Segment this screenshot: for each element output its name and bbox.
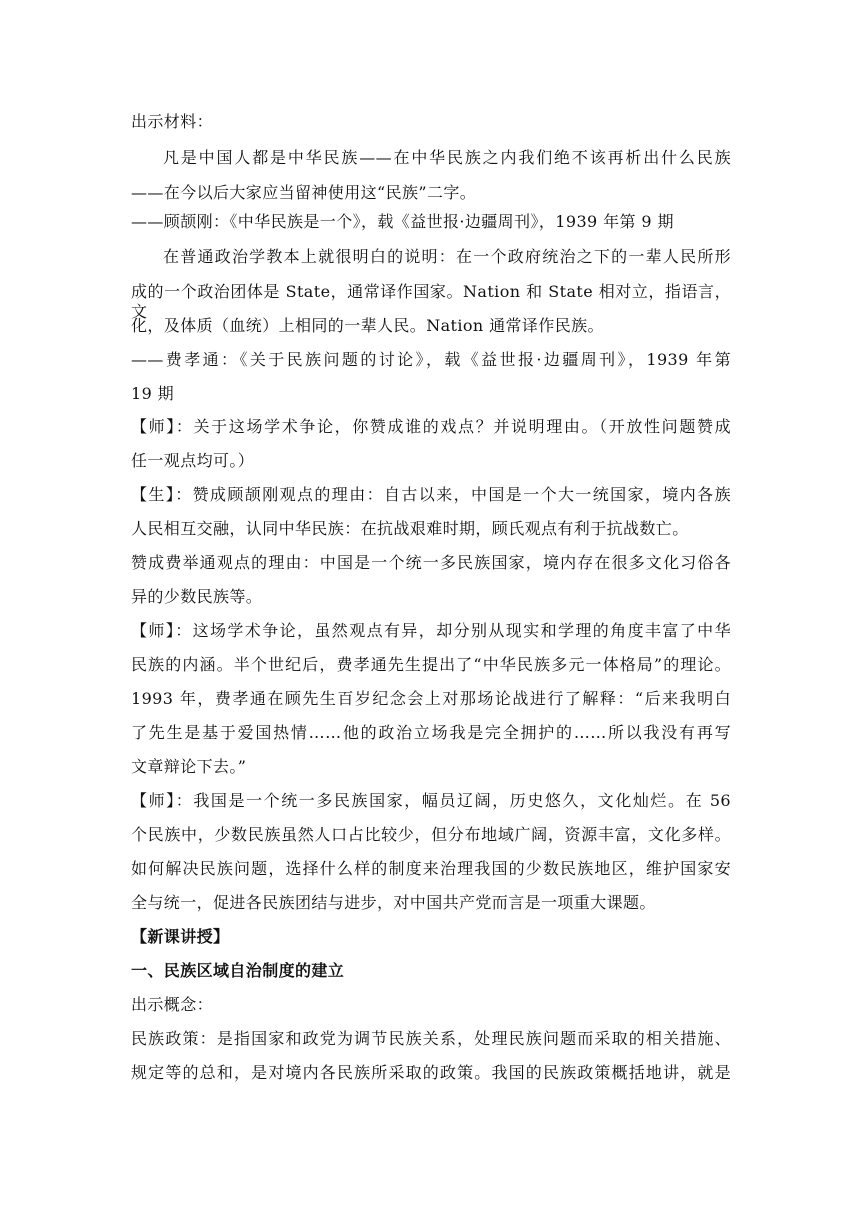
quote-fei-source-line-2: 19 期 (131, 384, 175, 403)
teacher-comment-line-3: 1993 年，费孝通在顾先生百岁纪念会上对那场论战进行了解释：“后来我明白 (131, 689, 731, 708)
section-heading-new-lesson: 【新课讲授】 (131, 927, 230, 946)
quote-gu-line-2: ——在今以后大家应当留神使用这“民族”二字。 (131, 183, 477, 202)
quote-fei-line-1: 在普通政治学教本上就很明白的说明：在一个政府统治之下的一辈人民所形 (163, 247, 731, 266)
quote-fei-line-2: 成的一个政治团体是 State，通常译作国家。Nation 和 State 相对立，指语言，文 (131, 282, 731, 321)
teacher-comment-line-4: 了先生是基于爱国热情……他的政治立场我是完全拥护的……所以我没有再写 (131, 723, 731, 742)
teacher-question-line-2: 任一观点均可。） (131, 451, 255, 470)
teacher-intro-line-4: 全与统一，促进各民族团结与进步，对中国共产党而言是一项重大课题。 (131, 893, 656, 912)
teacher-comment-line-2: 民族的内涵。半个世纪后，费孝通先生提出了“中华民族多元一体格局”的理论。 (131, 655, 731, 674)
student-answer-line-3: 赞成费举通观点的理由：中国是一个统一多民族国家，境内存在很多文化习俗各 (131, 553, 731, 572)
student-answer-line-1: 【生】：赞成顾颉刚观点的理由：自古以来，中国是一个大一统国家，境内各族 (131, 485, 731, 504)
teacher-comment-line-1: 【师】：这场学术争论，虽然观点有异，却分别从现实和学理的角度丰富了中华 (131, 621, 731, 640)
student-answer-line-4: 异的少数民族等。 (131, 587, 263, 606)
teacher-comment-line-5: 文章辩论下去。” (131, 757, 247, 776)
concept-definition-line-1: 民族政策：是指国家和政党为调节民族关系，处理民族问题而采取的相关措施、 (131, 1029, 731, 1048)
teacher-question-line-1: 【师】：关于这场学术争论，你赞成谁的戏点？并说明理由。（开放性问题赞成 (131, 417, 731, 436)
quote-fei-line-3: 化，及体质（血统）上相同的一辈人民。Nation 通常译作民族。 (131, 316, 604, 335)
quote-gu-line-1: 凡是中国人都是中华民族——在中华民族之内我们绝不该再析出什么民族 (163, 148, 731, 167)
concept-definition-line-2: 规定等的总和，是对境内各民族所采取的政策。我国的民族政策概括地讲，就是 (131, 1063, 731, 1082)
student-answer-line-2: 人民相互交融，认同中华民族：在抗战艰难时期，顾氏观点有利于抗战数亡。 (131, 519, 689, 538)
material-intro-label: 出示材料： (131, 112, 214, 131)
teacher-intro-line-3: 如何解决民族问题，选择什么样的制度来治理我国的少数民族地区，维护国家安 (131, 859, 731, 878)
teacher-intro-line-1: 【师】：我国是一个统一多民族国家，幅员辽阔，历史悠久，文化灿烂。在 56 (131, 791, 731, 810)
quote-fei-source-line-1: ——费孝通：《关于民族问题的讨论》，载《益世报·边疆周刊》，1939 年第 (131, 350, 731, 369)
quote-gu-source: ——顾颉刚：《中华民族是一个》，载《益世报·边疆周刊》，1939 年第 9 期 (131, 212, 674, 231)
teacher-intro-line-2: 个民族中，少数民族虽然人口占比较少，但分布地域广阔，资源丰富，文化多样。 (131, 825, 731, 844)
concept-intro-label: 出示概念： (131, 995, 214, 1014)
subsection-heading: 一、民族区域自治制度的建立 (131, 961, 345, 980)
